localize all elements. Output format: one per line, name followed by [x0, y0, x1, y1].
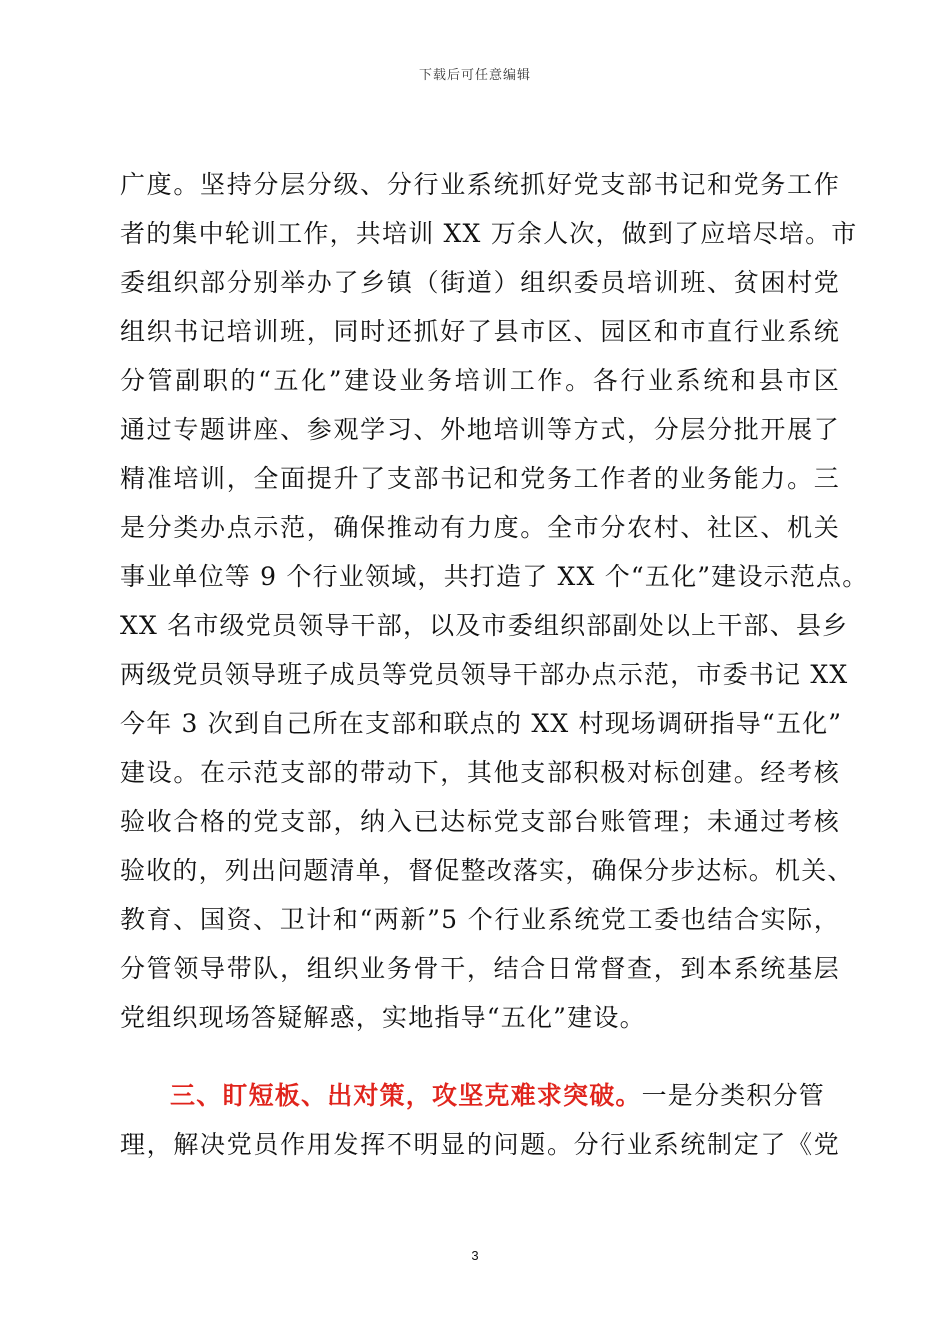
- paragraph: [120, 160, 869, 1042]
- text-line: 验收的，列出问题清单，督促整改落实，确保分步达标。机关、: [120, 856, 854, 885]
- text-line: 今年 3 次到自己所在支部和联点的 XX 村现场调研指导“五化”: [120, 709, 843, 738]
- text-line: 精准培训，全面提升了支部书记和党务工作者的业务能力。三: [120, 464, 840, 493]
- text-line: 者的集中轮训工作，共培训 XX 万余人次，做到了应培尽培。市: [120, 219, 858, 248]
- page-number: 3: [471, 1248, 479, 1263]
- text-line: 建设。在示范支部的带动下，其他支部积极对标创建。经考核: [120, 758, 840, 787]
- text-run: 一是分类积分管: [641, 1081, 826, 1110]
- text-line: 广度。坚持分层分级、分行业系统抓好党支部书记和党务工作: [120, 170, 840, 199]
- text-line: XX 名市级党员领导干部，以及市委组织部副处以上干部、县乡: [120, 611, 849, 640]
- text-line: 事业单位等 9 个行业领域，共打造了 XX 个“五化”建设示范点。: [120, 562, 869, 591]
- text-line: 通过专题讲座、参观学习、外地培训等方式，分层分批开展了: [120, 415, 840, 444]
- text-line: 委组织部分别举办了乡镇（街道）组织委员培训班、贫困村党: [120, 268, 840, 297]
- text-line: 分管副职的“五化”建设业务培训工作。各行业系统和县市区: [120, 366, 840, 395]
- document-body: [120, 160, 869, 1169]
- text-line: [120, 1071, 840, 1120]
- paragraph-spacer: [120, 1042, 840, 1071]
- text-line: 理，解决党员作用发挥不明显的问题。分行业系统制定了《党: [120, 1130, 840, 1159]
- text-line: 教育、国资、卫计和“两新”5 个行业系统党工委也结合实际，: [120, 905, 840, 934]
- page-header-note: 下载后可任意编辑: [418, 68, 531, 83]
- section-heading: 三、盯短板、出对策，攻坚克难求突破。: [170, 1081, 642, 1110]
- text-line: 验收合格的党支部，纳入已达标党支部台账管理；未通过考核: [120, 807, 840, 836]
- text-line: 两级党员领导班子成员等党员领导干部办点示范，市委书记 XX: [120, 660, 849, 689]
- text-line: 组织书记培训班，同时还抓好了县市区、园区和市直行业系统: [120, 317, 840, 346]
- text-line: 分管领导带队，组织业务骨干，结合日常督查，到本系统基层: [120, 954, 840, 983]
- text-line: 是分类办点示范，确保推动有力度。全市分农村、社区、机关: [120, 513, 840, 542]
- paragraph: [120, 1071, 840, 1169]
- text-line: 党组织现场答疑解惑，实地指导“五化”建设。: [120, 1003, 646, 1032]
